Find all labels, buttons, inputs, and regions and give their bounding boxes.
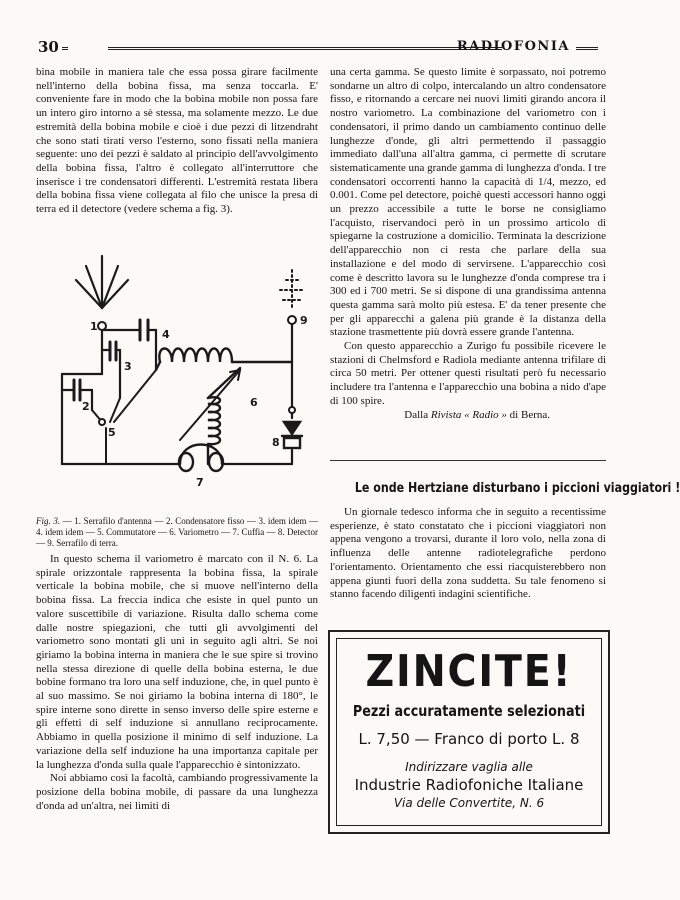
paragraph: una certa gamma. Se questo limite è sorpassato, noi potremo sondarne un altro di colpo, intercalando un altro condensatore fisso, e ritornando a cercare nei nuovi limiti girando ancora il nostro variometro. La combinazione del variometro con i condensatori, il primo dando un cambiamento continuo delle lunghezze d'onde, gli altri permettendo il passaggio immediato dall'una all'altra gamma, ci permette di scrutare sistematicamente una grande gamma di lunghezza d'onda. I tre condensatori occorrenti hanno la capacità di 1/4, mezzo, ed 0.001. Come pel detectore, poichè questi accessori hanno oggi un prezzo accessibile a tutte le borse ne consigliamo l'acquisto, riservandoci però in un prossimo articolo di spiegarne la costruzione a domicilio. Terminata la descrizione dell'apparecchio non ci resta che parlare della sua installazione e del modo di servirsene. L'apparecchio così come è descritto lavora su le lunghezze d'onda comprese tra i 300 ed i 700 metri. Se si dispone di una grandissima antenna questa gamma sarà molto più estesa. E' da tener presente che per gli apparecchi a galena più grande è la distanza della stazione trasmettente più dovrà essere grande l'antenna. xyxy=(330,66,606,339)
caption-text: — 1. Serrafilo d'antenna — 2. Condensatore fisso — 3. idem idem — 4. idem idem — 5. Commutatore — 6. Variometro — 7. Cuffia — 8. Detector — 9. Serrafilo di terra. xyxy=(36,516,319,548)
left-column-top xyxy=(36,66,318,217)
paragraph: Con questo apparecchio a Zurigo fu possibile ricevere le stazioni di Chelmsford e Radiola mediante antenna trifilare di circa 50 metri. Per ottener questi risultati però fu necessario includere tra l'antenna e l'apparecchio una bobina a nido d'ape di 100 spire. xyxy=(330,340,606,407)
ad-instruction: Indirizzare vaglia alle xyxy=(405,760,533,774)
news-article xyxy=(330,506,606,602)
header-rule xyxy=(108,47,502,50)
figure-label: 1 xyxy=(90,320,98,333)
circuit-diagram xyxy=(40,250,308,518)
advertisement xyxy=(328,630,610,834)
paragraph: Un giornale tedesco informa che in seguito a recentissime esperienze, è stato constatato che i piccioni viaggiatori non appena vengono a trovarsi, durante il loro volo, nella zona di influenza delle antenne radiotelegrafiche perdono l'orientamento. Orientamento che essi riacquisterebbero non appena giunti fuori della zona suddetta. Su tale fenomeno si stanno facendo diligenti indagini scientifiche. xyxy=(330,506,606,601)
right-column-top xyxy=(330,66,606,422)
page-number: 30 xyxy=(38,38,59,56)
section-divider xyxy=(330,460,606,461)
antenna-terminal xyxy=(98,322,106,330)
ad-brand: ZINCITE! xyxy=(365,646,573,697)
ground-terminal xyxy=(288,316,296,324)
source-credit: Dalla Rivista « Radio » di Berna. xyxy=(404,408,550,421)
ad-tagline: Pezzi accuratamente selezionati xyxy=(352,702,586,720)
variometer-arrow xyxy=(180,370,240,440)
paragraph: Noi abbiamo così la facoltà, cambiando progressivamente la posizione della bobina mobile, di passare da una lunghezza d'onda ad un'altra, nei limiti di xyxy=(36,772,318,812)
left-column-bottom xyxy=(36,553,318,813)
news-headline: Le onde Hertziane disturbano i piccioni viaggiatori ! xyxy=(354,480,680,496)
ground-symbol xyxy=(280,270,304,310)
condenser xyxy=(110,342,116,360)
figure-label: 5 xyxy=(108,426,116,439)
figure-label: 4 xyxy=(162,328,170,341)
paragraph: bina mobile in maniera tale che essa possa girare facilmente nell'interno della bobina fissa, ma senza toccarla. E' conveniente fare in modo che la bobina mobile non possa fare un intero giro intorno a sè stessa, ma solamente mezzo. Le due estremità della bobina mobile e cioè i due pezzi di litzendraht che sono stati tirati verso l'esterno, sono fissati nella maniera seguente: uno dei pezzi è saldato al principio dell'avvolgimento della bobina fissa, l'altro è collegato all'interruttore che inserisce i tre condensatori differenti. L'estremità restata libera della bobina fissa viene collegata al filo che unisce la presa di terra ed il detectore (vedere schema a fig. 3). xyxy=(36,66,318,216)
condenser xyxy=(140,320,148,340)
header-rule xyxy=(576,47,598,50)
magazine-title: RADIOFONIA xyxy=(456,39,570,54)
detector xyxy=(282,422,302,448)
ad-price: L. 7,50 — Franco di porto L. 8 xyxy=(358,730,580,748)
ad-company: Industrie Radiofoniche Italiane xyxy=(354,776,584,794)
paragraph: In questo schema il variometro è marcato con il N. 6. La spirale orizzontale rappresenta la bobina fissa, la spirale verticale la bobina mobile, che si muove nell'interno della bobina fissa. La freccia indica che esiste in quel punto un valore suscettibile di variazione. Risulta dallo schema come dalle nostre spiegazioni, che tutti gli avvolgimenti del variometro sono montati gli uni in seguito agli altri. Se noi giriamo la bobina interna in maniera che le sue spire si trovino nella stessa direzione di quelle della bobina esterna, le due bobine formano tra loro una self induzione, che, in quel punto è al suo massimo. Se noi giriamo la bobina interna di 180°, le spire interne sono dirette in senso inverso delle spire esterne e gli effetti di self induzione si annullano reciprocamente. Abbiamo in quella posizione il minimo di self induzione. La variazione della self induzione ha una importanza capitale per la lunghezza d'onda sulla quale l'apparecchio è sintonizzato. xyxy=(36,553,318,771)
figure-label: 3 xyxy=(124,360,132,373)
figure-number: Fig. 3. xyxy=(36,516,61,526)
page-header xyxy=(38,38,598,58)
figure-label: 7 xyxy=(196,476,204,489)
figure-label: 6 xyxy=(250,396,258,409)
figure-caption xyxy=(36,516,318,549)
ad-address: Via delle Convertite, N. 6 xyxy=(393,796,545,810)
figure-label: 9 xyxy=(300,314,308,327)
source-name: Rivista « Radio » xyxy=(430,408,507,421)
figure-label: 2 xyxy=(82,400,90,413)
headphones xyxy=(179,445,223,472)
figure-label: 8 xyxy=(272,436,280,449)
header-rule xyxy=(62,47,68,50)
commutator xyxy=(92,370,156,464)
